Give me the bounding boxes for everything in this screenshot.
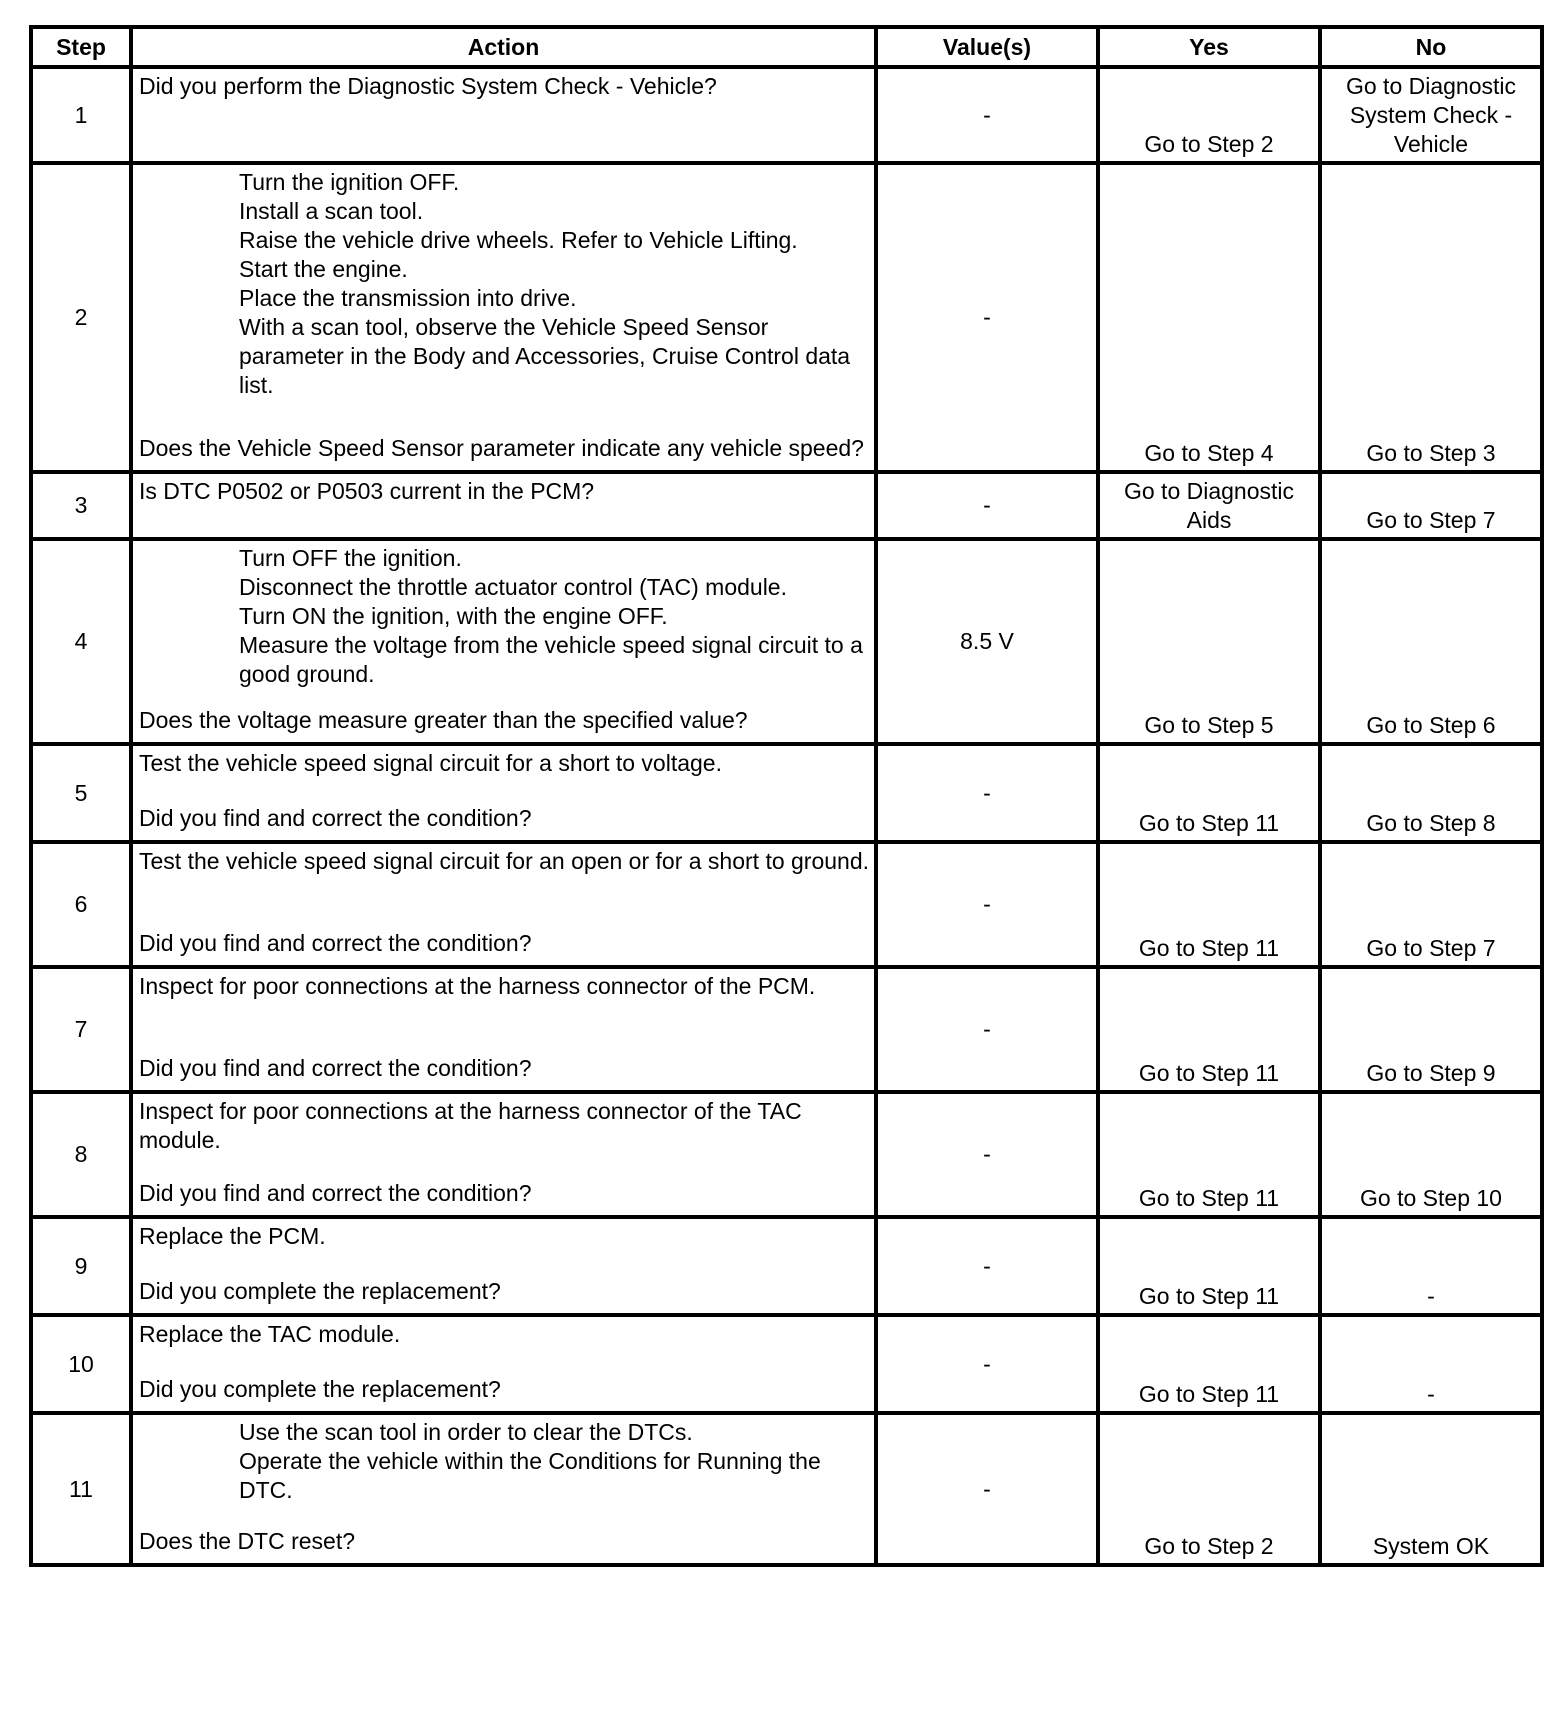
value-cell: -	[876, 967, 1098, 1092]
no-cell: -	[1320, 1217, 1542, 1315]
header-no: No	[1320, 27, 1542, 67]
action-question: Does the voltage measure greater than the specified value?	[139, 707, 748, 733]
yes-cell: Go to Step 11	[1098, 842, 1320, 967]
yes-cell: Go to Step 11	[1098, 967, 1320, 1092]
substep-item: Use the scan tool in order to clear the DTCs.	[239, 1419, 693, 1445]
substep-item: Turn ON the ignition, with the engine OFF.	[239, 603, 668, 629]
step-number: 4	[31, 539, 131, 744]
header-step: Step	[31, 27, 131, 67]
yes-cell: Go to Step 4	[1098, 163, 1320, 472]
substep-item: Measure the voltage from the vehicle speed signal circuit to a good ground.	[239, 632, 863, 687]
step-number: 9	[31, 1217, 131, 1315]
table-row	[31, 1413, 1542, 1565]
no-cell: Go to Step 9	[1320, 967, 1542, 1092]
table-row	[31, 539, 1542, 744]
substep-item: Start the engine.	[239, 256, 408, 282]
substep-item: Raise the vehicle drive wheels. Refer to Vehicle Lifting.	[239, 227, 798, 253]
no-cell: Go to Step 6	[1320, 539, 1542, 744]
yes-cell: Go to Step 11	[1098, 1315, 1320, 1413]
step-number: 1	[31, 67, 131, 163]
table-row	[31, 472, 1542, 539]
yes-cell: Go to Step 11	[1098, 1092, 1320, 1217]
action-question: Does the DTC reset?	[139, 1528, 356, 1554]
action-question: Did you find and correct the condition?	[139, 805, 532, 831]
value-cell: -	[876, 744, 1098, 842]
header-action: Action	[131, 27, 876, 67]
yes-cell: Go to Step 5	[1098, 539, 1320, 744]
no-cell: Go to Step 8	[1320, 744, 1542, 842]
no-cell: Go to Diagnostic System Check - Vehicle	[1320, 67, 1542, 163]
value-cell: -	[876, 163, 1098, 472]
action-text: Is DTC P0502 or P0503 current in the PCM?	[139, 478, 595, 504]
action-question: Did you complete the replacement?	[139, 1278, 501, 1304]
value-cell: -	[876, 472, 1098, 539]
table-row	[31, 67, 1542, 163]
table-row	[31, 163, 1542, 472]
value-cell: -	[876, 1413, 1098, 1565]
action-cell	[131, 1413, 876, 1565]
action-cell	[131, 539, 876, 744]
table-row	[31, 967, 1542, 1092]
table-row	[31, 1315, 1542, 1413]
table-row	[31, 744, 1542, 842]
no-cell: Go to Step 3	[1320, 163, 1542, 472]
no-cell: Go to Step 7	[1320, 472, 1542, 539]
substep-item: Install a scan tool.	[239, 198, 424, 224]
header-yes: Yes	[1098, 27, 1320, 67]
step-number: 5	[31, 744, 131, 842]
header-row	[31, 27, 1542, 67]
substep-item: With a scan tool, observe the Vehicle Speed Sensor parameter in the Body and Accessories, Cruise Control data list.	[239, 314, 851, 398]
action-cell	[131, 842, 876, 967]
substep-list	[139, 544, 870, 689]
value-cell: -	[876, 842, 1098, 967]
action-question: Does the Vehicle Speed Sensor parameter indicate any vehicle speed?	[139, 435, 864, 461]
yes-cell: Go to Step 2	[1098, 67, 1320, 163]
substep-list	[139, 168, 870, 400]
action-cell	[131, 1315, 876, 1413]
action-text: Replace the TAC module.	[139, 1321, 401, 1347]
substep-item: Place the transmission into drive.	[239, 285, 577, 311]
action-cell	[131, 163, 876, 472]
step-number: 11	[31, 1413, 131, 1565]
no-cell: Go to Step 7	[1320, 842, 1542, 967]
step-number: 6	[31, 842, 131, 967]
step-number: 7	[31, 967, 131, 1092]
action-question: Did you find and correct the condition?	[139, 1055, 532, 1081]
step-number: 3	[31, 472, 131, 539]
action-cell	[131, 967, 876, 1092]
action-cell	[131, 472, 876, 539]
action-text: Did you perform the Diagnostic System Check - Vehicle?	[139, 73, 717, 99]
header-values: Value(s)	[876, 27, 1098, 67]
action-text: Inspect for poor connections at the harness connector of the PCM.	[139, 973, 816, 999]
value-cell: 8.5 V	[876, 539, 1098, 744]
table-row	[31, 1217, 1542, 1315]
substep-item: Turn OFF the ignition.	[239, 545, 462, 571]
substep-item: Disconnect the throttle actuator control (TAC) module.	[239, 574, 787, 600]
yes-cell: Go to Step 11	[1098, 744, 1320, 842]
action-question: Did you find and correct the condition?	[139, 1180, 532, 1206]
substep-list	[139, 1418, 870, 1505]
step-number: 8	[31, 1092, 131, 1217]
action-text: Replace the PCM.	[139, 1223, 326, 1249]
substep-item: Operate the vehicle within the Conditions for Running the DTC.	[239, 1448, 821, 1503]
value-cell: -	[876, 1092, 1098, 1217]
action-cell	[131, 1092, 876, 1217]
action-text: Test the vehicle speed signal circuit for an open or for a short to ground.	[139, 848, 870, 874]
action-question: Did you complete the replacement?	[139, 1376, 501, 1402]
substep-item: Turn the ignition OFF.	[239, 169, 460, 195]
value-cell: -	[876, 67, 1098, 163]
action-cell	[131, 1217, 876, 1315]
yes-cell: Go to Step 2	[1098, 1413, 1320, 1565]
step-number: 10	[31, 1315, 131, 1413]
table-row	[31, 1092, 1542, 1217]
no-cell: Go to Step 10	[1320, 1092, 1542, 1217]
action-text: Inspect for poor connections at the harness connector of the TAC module.	[139, 1098, 802, 1153]
no-cell: System OK	[1320, 1413, 1542, 1565]
no-cell: -	[1320, 1315, 1542, 1413]
step-number: 2	[31, 163, 131, 472]
table-row	[31, 842, 1542, 967]
action-cell	[131, 744, 876, 842]
value-cell: -	[876, 1217, 1098, 1315]
diagnostic-table	[29, 25, 1544, 1567]
action-text: Test the vehicle speed signal circuit for a short to voltage.	[139, 750, 722, 776]
action-cell	[131, 67, 876, 163]
value-cell: -	[876, 1315, 1098, 1413]
yes-cell: Go to Diagnostic Aids	[1098, 472, 1320, 539]
table-body	[31, 67, 1542, 1565]
action-question: Did you find and correct the condition?	[139, 930, 532, 956]
yes-cell: Go to Step 11	[1098, 1217, 1320, 1315]
